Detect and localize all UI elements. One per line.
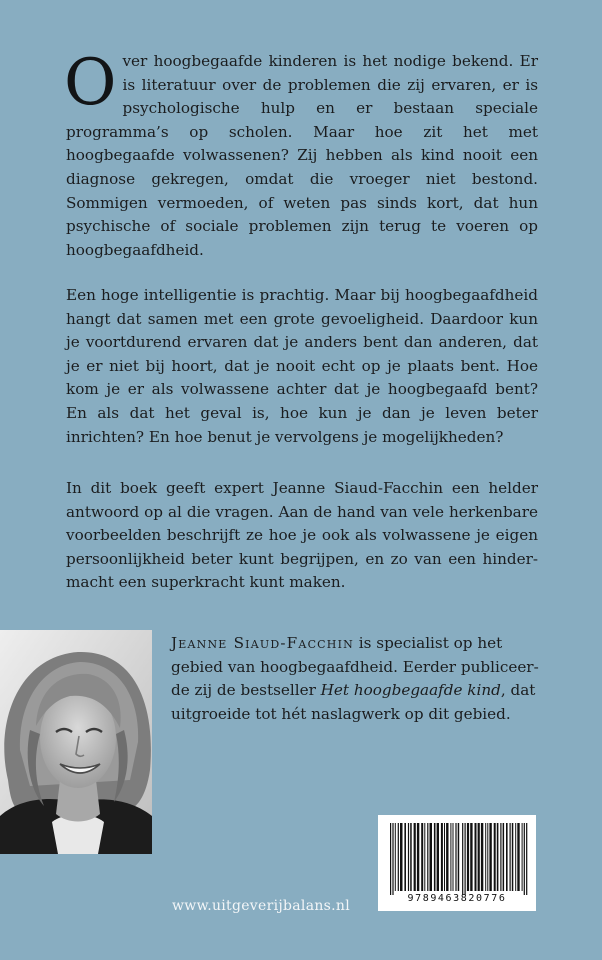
bio-text-2: , dat uitgroeide tot hét naslagwerk op dit gebied. [171,681,536,723]
barcode-bar [421,823,423,891]
barcode-bar [489,823,491,891]
barcode-bar [446,823,448,891]
barcode-bar [510,823,511,891]
barcode-bar [512,823,514,891]
barcode-bar [417,823,419,891]
barcode-bar [465,823,466,895]
barcode-bar [437,823,439,891]
barcode-bar [414,823,416,891]
barcode-bars [378,815,536,895]
barcode-bar [458,823,460,891]
author-portrait [0,630,152,854]
barcode-bar [427,823,428,891]
drop-cap: O [64,46,117,120]
barcode-bar [390,823,391,895]
barcode-bar [400,823,403,891]
author-bio [171,632,543,726]
barcode-bar [522,823,523,891]
barcode-bar [497,823,499,891]
publisher-website[interactable]: www.uitgeverijbalans.nl [172,898,350,914]
barcode-bar [408,823,409,891]
barcode-bar [392,823,393,895]
barcode-bar [424,823,425,891]
barcode-bar [487,823,488,891]
barcode-bar [485,823,486,891]
barcode-bar [467,823,469,891]
barcode-bar [444,823,445,891]
barcode-bar [506,823,508,891]
intro-text: ver hoogbegaafde kinderen is het nodige bekend. Er is literatuur over de problemen die zij ervaren, er is psychologische hulp en er bestaan speciale programma’s op scholen. Maar hoe zit het met hoogbegaafde volwassenen? Zij hebben als kind nooit een diagnose gekregen, omdat die vroeger niet bestond. Sommigen vermoeden, of weten pas sinds kort, dat hun psychische of sociale problemen zijn terug te voeren op hoogbegaafdheid. [66,52,538,259]
barcode-bar [515,823,516,891]
barcode [378,815,536,911]
barcode-bar [398,823,399,891]
barcode-bar [453,823,454,891]
barcode-bar [470,823,472,891]
bio-text-1: is specialist op het gebied van hoogbegaafdheid. Eerder publiceerde zij de bestseller [171,634,539,700]
barcode-bar [434,823,436,891]
barcode-bar [500,823,501,891]
barcode-bar [524,823,525,895]
barcode-bar [462,823,463,895]
barcode-bar [526,823,527,895]
barcode-bar [455,823,456,891]
barcode-bar [517,823,519,891]
barcode-bar [404,823,406,891]
body-paragraph-3: In dit boek geeft expert Jeanne Siaud-Facchin een helder antwoord op al die vragen. Aan de hand van vele herkenbare voorbeelden beschrijft ze hoe je ook als volwassene je eigen persoonlijkheid beter kunt begrijpen, en zo van een hindermacht een superkracht kunt maken. [66,479,538,592]
book-title: Het hoogbegaafde kind [320,681,501,700]
barcode-bar [478,823,480,891]
barcode-bar [395,823,396,891]
barcode-bar [441,823,443,891]
barcode-bar [481,823,483,891]
barcode-bar [430,823,433,891]
barcode-bar [503,823,505,891]
isbn-number: 9789463820776 [407,893,507,904]
author-name: Jeanne Siaud-Facchin [171,634,354,652]
body-paragraph-2: Een hoge intelligentie is prachtig. Maar bij hoogbegaafdheid hangt dat samen met een grote gevoeligheid. Daardoor kun je voortdurend ervaren dat je anders bent dan anderen, dat je er niet bij hoort, dat je nooit echt op je plaats bent. Hoe kom je er als volwassene achter dat je hoogbegaafd bent? En als dat het geval is, hoe kun je dan je leven beter inrichten? En hoe benut je vervolgens je mogelijkheden? [66,286,538,446]
intro-paragraph [64,46,538,262]
barcode-bar [410,823,412,891]
barcode-bar [450,823,451,891]
barcode-bar [494,823,496,891]
barcode-bar [475,823,477,891]
